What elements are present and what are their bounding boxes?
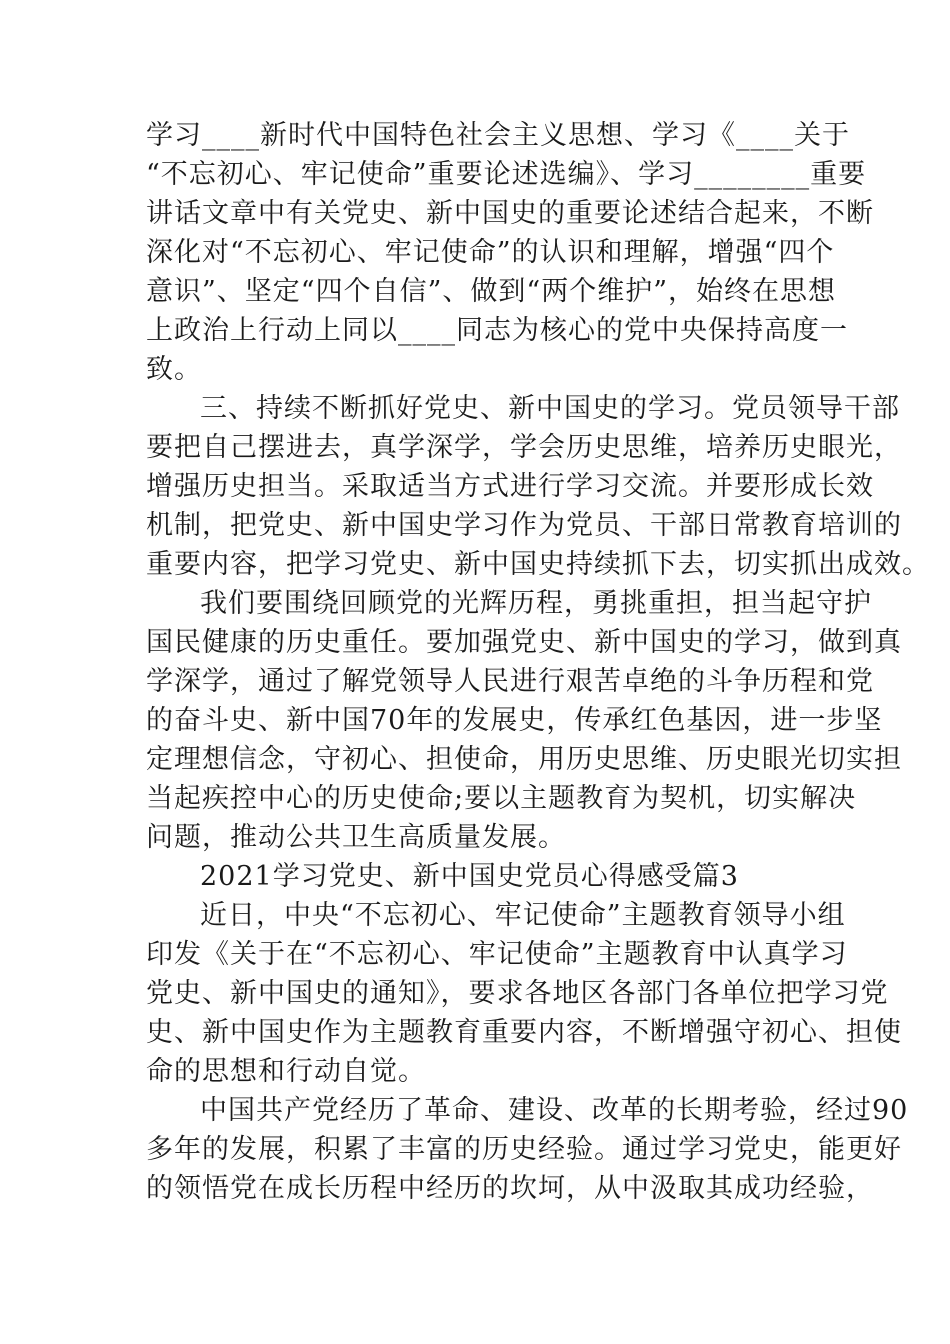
text-line: 印发《关于在“不忘初心、牢记使命”主题教育中认真学习 (146, 939, 848, 970)
text-line: 问题，推动公共卫生高质量发展。 (146, 822, 566, 853)
text-line: 三、持续不断抓好党史、新中国史的学习。党员领导干部 (200, 393, 900, 424)
text-line: 中国共产党经历了革命、建设、改革的长期考验，经过90 (200, 1095, 909, 1126)
text-line: 定理想信念，守初心、担使命，用历史思维、历史眼光切实担 (146, 744, 902, 775)
text-line: 近日，中央“不忘初心、牢记使命”主题教育领导小组 (200, 900, 846, 931)
text-line: 深化对“不忘初心、牢记使命”的认识和理解，增强“四个 (146, 237, 835, 268)
text-line: 的领悟党在成长历程中经历的坎坷，从中汲取其成功经验， (146, 1173, 874, 1204)
document-body (146, 116, 930, 1208)
text-line: 2021学习党史、新中国史党员心得感受篇3 (200, 861, 739, 892)
text-line: 当起疾控中心的历史使命;要以主题教育为契机，切实解决 (146, 783, 857, 814)
text-line: 讲话文章中有关党史、新中国史的重要论述结合起来，不断 (146, 198, 874, 229)
text-line: 党史、新中国史的通知》，要求各地区各部门各单位把学习党 (146, 978, 889, 1009)
text-line: “不忘初心、牢记使命”重要论述选编》、学习________重要 (146, 159, 867, 190)
text-line: 的奋斗史、新中国70年的发展史，传承红色基因，进一步坚 (146, 705, 883, 736)
text-line: 命的思想和行动自觉。 (146, 1056, 426, 1087)
text-line: 学习____新时代中国特色社会主义思想、学习《____关于 (146, 120, 850, 151)
text-line: 多年的发展，积累了丰富的历史经验。通过学习党史，能更好 (146, 1134, 902, 1165)
text-line: 上政治上行动上同以____同志为核心的党中央保持高度一 (146, 315, 848, 346)
text-line: 我们要围绕回顾党的光辉历程，勇挑重担，担当起守护 (200, 588, 872, 619)
text-line: 重要内容，把学习党史、新中国史持续抓下去，切实抓出成效。 (146, 549, 930, 580)
text-line: 增强历史担当。采取适当方式进行学习交流。并要形成长效 (146, 471, 874, 502)
text-line: 史、新中国史作为主题教育重要内容，不断增强守初心、担使 (146, 1017, 902, 1048)
text-line: 国民健康的历史重任。要加强党史、新中国史的学习，做到真 (146, 627, 902, 658)
text-line: 意识”、坚定“四个自信”、做到“两个维护”，始终在思想 (146, 276, 837, 307)
text-line: 机制，把党史、新中国史学习作为党员、干部日常教育培训的 (146, 510, 902, 541)
text-line: 致。 (146, 354, 202, 385)
text-line: 要把自己摆进去，真学深学，学会历史思维，培养历史眼光， (146, 432, 902, 463)
text-line: 学深学，通过了解党领导人民进行艰苦卓绝的斗争历程和党 (146, 666, 874, 697)
